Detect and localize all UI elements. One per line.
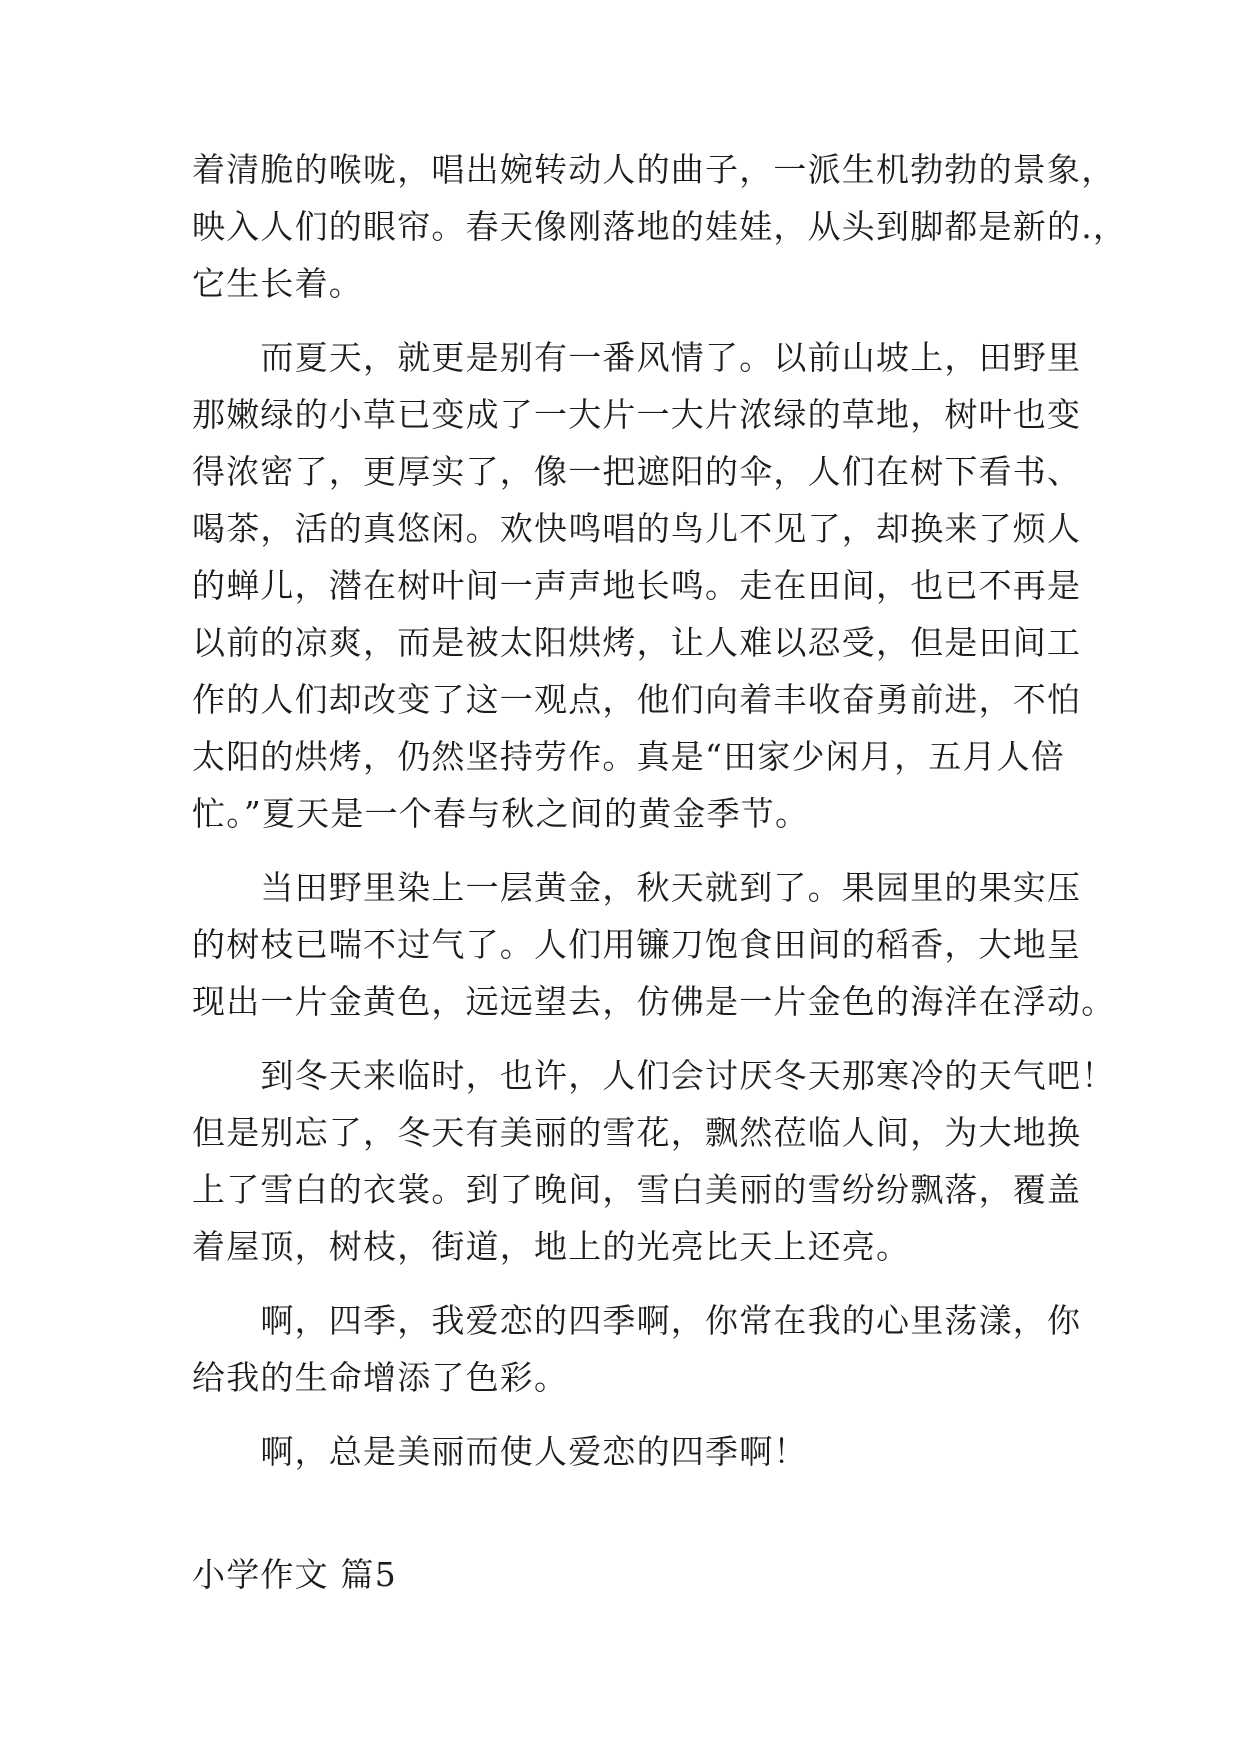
text-line: 上了雪白的衣裳。到了晚间，雪白美丽的雪纷纷飘落，覆盖: [192, 1170, 1082, 1209]
paragraph-closing: 啊，总是美丽而使人爱恋的四季啊！: [192, 1432, 808, 1471]
text-line: 喝茶，活的真悠闲。欢快鸣唱的鸟儿不见了，却换来了烦人: [192, 509, 1082, 548]
paragraph-start-autumn: 当田野里染上一层黄金，秋天就到了。果园里的果实压: [192, 868, 1082, 907]
text-line: 的树枝已喘不过气了。人们用镰刀饱食田间的稻香，大地呈: [192, 925, 1082, 964]
text-line: 映入人们的眼帘。春天像刚落地的娃娃，从头到脚都是新的.，: [192, 207, 1128, 246]
text-line: 作的人们却改变了这一观点，他们向着丰收奋勇前进，不怕: [192, 680, 1082, 719]
text-line: 那嫩绿的小草已变成了一大片一大片浓绿的草地，树叶也变: [192, 395, 1082, 434]
text-line: 忙。”夏天是一个春与秋之间的黄金季节。: [192, 794, 810, 833]
text-line: 以前的凉爽，而是被太阳烘烤，让人难以忍受，但是田间工: [192, 623, 1082, 662]
text-line: 但是别忘了，冬天有美丽的雪花，飘然莅临人间，为大地换: [192, 1113, 1082, 1152]
section-heading: 小学作文 篇5: [192, 1555, 397, 1594]
text-line: 着屋顶，树枝，街道，地上的光亮比天上还亮。: [192, 1227, 911, 1266]
paragraph-start-seasons: 啊，四季，我爱恋的四季啊，你常在我的心里荡漾，你: [192, 1301, 1082, 1340]
text-line: 现出一片金黄色，远远望去，仿佛是一片金色的海洋在浮动。: [192, 982, 1116, 1021]
text-line: 给我的生命增添了色彩。: [192, 1358, 569, 1397]
text-line: 它生长着。: [192, 264, 363, 303]
paragraph-start-summer: 而夏天，就更是别有一番风情了。以前山坡上，田野里: [192, 338, 1082, 377]
text-line: 着清脆的喉咙，唱出婉转动人的曲子，一派生机勃勃的景象，: [192, 150, 1116, 189]
text-line: 得浓密了，更厚实了，像一把遮阳的伞，人们在树下看书、: [192, 452, 1082, 491]
text-line: 太阳的烘烤，仍然坚持劳作。真是“田家少闲月，五月人倍: [192, 737, 1066, 776]
text-line: 的蝉儿，潜在树叶间一声声地长鸣。走在田间，也已不再是: [192, 566, 1082, 605]
paragraph-start-winter: 到冬天来临时，也许，人们会讨厌冬天那寒冷的天气吧！: [192, 1056, 1116, 1095]
